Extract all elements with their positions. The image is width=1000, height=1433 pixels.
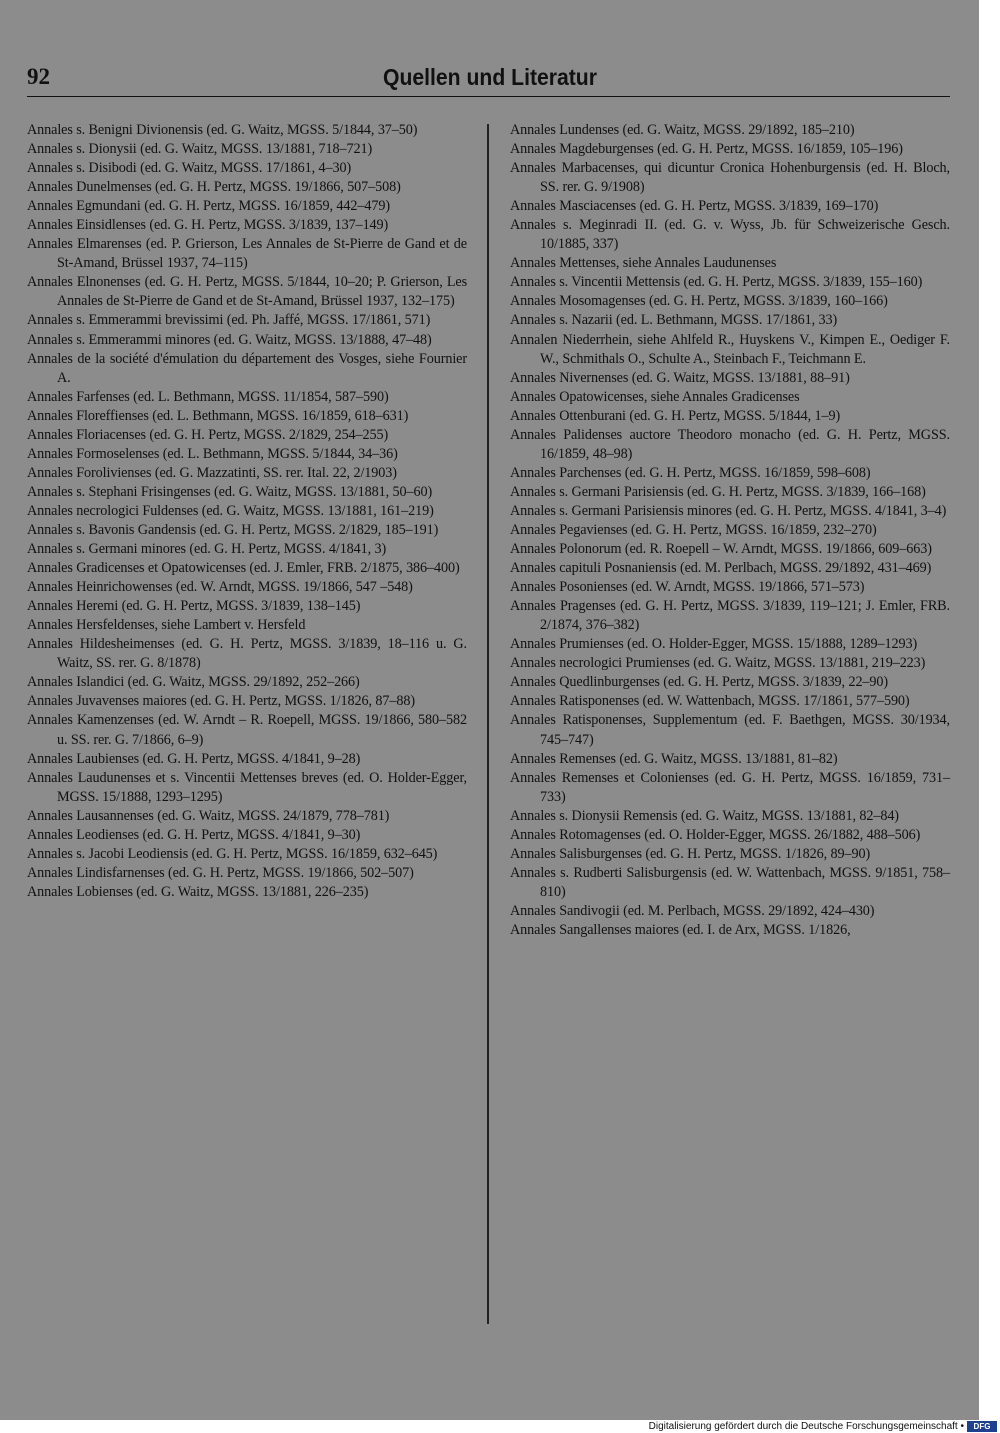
bibliography-entry: Annales Mosomagenses (ed. G. H. Pertz, MGSS. 3/1839, 160–166) bbox=[510, 293, 888, 310]
bibliography-entry: Annales Floriacenses (ed. G. H. Pertz, MGSS. 2/1829, 254–255) bbox=[27, 426, 389, 443]
bibliography-entry: Annales s. Dionysii (ed. G. Waitz, MGSS. 13/1881, 718–721) bbox=[27, 141, 373, 158]
bibliography-entry: Annales Lundenses (ed. G. Waitz, MGSS. 29/1892, 185–210) bbox=[510, 122, 855, 138]
bibliography-entry: Annales Parchenses (ed. G. H. Pertz, MGSS. 16/1859, 598–608) bbox=[510, 464, 871, 481]
bibliography-entry: Annales Quedlinburgenses (ed. G. H. Pertz, MGSS. 3/1839, 22–90) bbox=[510, 674, 889, 691]
bibliography-entry: Annales Farfenses (ed. L. Bethmann, MGSS. 11/1854, 587–590) bbox=[27, 388, 389, 405]
bibliography-entry: Annales Floreffienses (ed. L. Bethmann, MGSS. 16/1859, 618–631) bbox=[27, 407, 409, 424]
bibliography-entry: Annales s. Bavonis Gandensis (ed. G. H. Pertz, MGSS. 2/1829, 185–191) bbox=[27, 521, 439, 538]
bibliography-entry: Annales Ratisponenses, Supplementum (ed. F. Baethgen, MGSS. 30/1934, 745–747) bbox=[510, 712, 950, 748]
bibliography-entry: Annales Prumienses (ed. O. Holder-Egger, MGSS. 15/1888, 1289–1293) bbox=[510, 636, 918, 653]
bibliography-entry: Annales Heremi (ed. G. H. Pertz, MGSS. 3/1839, 138–145) bbox=[27, 598, 361, 615]
bibliography-entry: Annales de la société d'émulation du département des Vosges, siehe Fournier A. bbox=[27, 350, 467, 386]
bibliography-entry: Annales Dunelmenses (ed. G. H. Pertz, MGSS. 19/1866, 507–508) bbox=[27, 179, 401, 196]
bibliography-entry: Annales Hildesheimenses (ed. G. H. Pertz, MGSS. 3/1839, 18–116 u. G. Waitz, SS. rer. G. 8/1878) bbox=[27, 636, 467, 672]
bibliography-entry: Annales s. Emmerammi brevissimi (ed. Ph. Jaffé, MGSS. 17/1861, 571) bbox=[27, 312, 431, 329]
bibliography-entry: Annales Masciacenses (ed. G. H. Pertz, MGSS. 3/1839, 169–170) bbox=[510, 198, 879, 215]
page-number: 92 bbox=[27, 64, 50, 89]
bibliography-entry: Annalen Niederrhein, siehe Ahlfeld R., Huyskens V., Kimpen E., Oediger F. W., Schmithals O., Schulte A., Steinbach F., Teichmann E. bbox=[510, 331, 950, 367]
bibliography-entry: Annales Ottenburani (ed. G. H. Pertz, MGSS. 5/1844, 1–9) bbox=[510, 407, 841, 424]
bibliography-entry: Annales s. Dionysii Remensis (ed. G. Waitz, MGSS. 13/1881, 82–84) bbox=[510, 807, 899, 824]
bibliography-entry: Annales Juvavenses maiores (ed. G. H. Pertz, MGSS. 1/1826, 87–88) bbox=[27, 693, 415, 710]
bibliography-entry: Annales Hersfeldenses, siehe Lambert v. Hersfeld bbox=[27, 617, 306, 634]
bibliography-entry: Annales s. Rudberti Salisburgensis (ed. W. Wattenbach, MGSS. 9/1851, 758–810) bbox=[510, 864, 950, 900]
bibliography-entry: Annales Formoselenses (ed. L. Bethmann, MGSS. 5/1844, 34–36) bbox=[27, 445, 398, 462]
bibliography-entry: Annales capituli Posnaniensis (ed. M. Perlbach, MGSS. 29/1892, 431–469) bbox=[510, 560, 932, 577]
bibliography-entry: Annales s. Nazarii (ed. L. Bethmann, MGSS. 17/1861, 33) bbox=[510, 312, 838, 329]
footer-credit: Digitalisierung gefördert durch die Deutsche Forschungsgemeinschaft • bbox=[648, 1421, 964, 1432]
bibliography-entry: Annales Egmundani (ed. G. H. Pertz, MGSS. 16/1859, 442–479) bbox=[27, 198, 390, 215]
bibliography-entry: Annales Kamenzenses (ed. W. Arndt – R. Roepell, MGSS. 19/1866, 580–582 u. SS. rer. G. 7/1866, 6–9) bbox=[27, 712, 467, 748]
running-title: Quellen und Literatur bbox=[383, 64, 597, 90]
bibliography-entry: Annales Forolivienses (ed. G. Mazzatinti, SS. rer. Ital. 22, 2/1903) bbox=[27, 464, 397, 481]
bibliography-entry: Annales Gradicenses et Opatowicenses (ed. J. Emler, FRB. 2/1875, 386–400) bbox=[27, 560, 460, 577]
bibliography-entry: Annales s. Meginradi II. (ed. G. v. Wyss, Jb. für Schweizerische Gesch. 10/1885, 337) bbox=[510, 217, 950, 253]
bibliography-entry: Annales Islandici (ed. G. Waitz, MGSS. 29/1892, 252–266) bbox=[27, 674, 360, 691]
bibliography-entry: Annales Laubienses (ed. G. H. Pertz, MGSS. 4/1841, 9–28) bbox=[27, 750, 361, 767]
bibliography-entry: Annales Mettenses, siehe Annales Laudunenses bbox=[510, 255, 777, 272]
bibliography-entry: Annales Salisburgenses (ed. G. H. Pertz, MGSS. 1/1826, 89–90) bbox=[510, 845, 871, 862]
bibliography-entry: Annales s. Germani Parisiensis minores (ed. G. H. Pertz, MGSS. 4/1841, 3–4) bbox=[510, 502, 947, 519]
bibliography-entry: Annales Remenses et Colonienses (ed. G. H. Pertz, MGSS. 16/1859, 731–733) bbox=[510, 769, 950, 805]
bibliography-entry: Annales Pragenses (ed. G. H. Pertz, MGSS. 3/1839, 119–121; J. Emler, FRB. 2/1874, 376–382) bbox=[510, 598, 950, 634]
bibliography-entry: Annales Einsidlenses (ed. G. H. Pertz, MGSS. 3/1839, 137–149) bbox=[27, 217, 389, 234]
bibliography-entry: Annales Posonienses (ed. W. Arndt, MGSS. 19/1866, 571–573) bbox=[510, 579, 865, 596]
bibliography-entry: Annales Remenses (ed. G. Waitz, MGSS. 13/1881, 81–82) bbox=[510, 750, 838, 767]
bibliography-entry: Annales necrologici Fuldenses (ed. G. Waitz, MGSS. 13/1881, 161–219) bbox=[27, 502, 434, 519]
bibliography-entry: Annales Lindisfarnenses (ed. G. H. Pertz, MGSS. 19/1866, 502–507) bbox=[27, 864, 414, 881]
bibliography-entry: Annales Ratisponenses (ed. W. Wattenbach, MGSS. 17/1861, 577–590) bbox=[510, 693, 910, 710]
bibliography-entry: Annales Sandivogii (ed. M. Perlbach, MGSS. 29/1892, 424–430) bbox=[510, 902, 875, 919]
bibliography-entry: Annales Elnonenses (ed. G. H. Pertz, MGSS. 5/1844, 10–20; P. Grierson, Les Annales de St-Pierre de Gand et de St-Amand, Brüssel 1937, 132–175) bbox=[27, 274, 467, 310]
bibliography-entry: Annales Lobienses (ed. G. Waitz, MGSS. 13/1881, 226–235) bbox=[27, 883, 369, 900]
bibliography-entry: Annales Pegavienses (ed. G. H. Pertz, MGSS. 16/1859, 232–270) bbox=[510, 521, 877, 538]
bibliography-entry: Annales Leodienses (ed. G. H. Pertz, MGSS. 4/1841, 9–30) bbox=[27, 826, 361, 843]
bibliography-entry: Annales Polonorum (ed. R. Roepell – W. Arndt, MGSS. 19/1866, 609–663) bbox=[510, 541, 932, 558]
bibliography-entry: Annales Marbacenses, qui dicuntur Cronica Hohenburgensis (ed. H. Bloch, SS. rer. G. 9/1908) bbox=[510, 160, 950, 196]
bibliography-entry: Annales s. Vincentii Mettensis (ed. G. H. Pertz, MGSS. 3/1839, 155–160) bbox=[510, 274, 923, 291]
bibliography-entry: Annales s. Jacobi Leodiensis (ed. G. H. Pertz, MGSS. 16/1859, 632–645) bbox=[27, 845, 438, 862]
bibliography-entry: Annales s. Germani Parisiensis (ed. G. H. Pertz, MGSS. 3/1839, 166–168) bbox=[510, 483, 926, 500]
bibliography-entry: Annales necrologici Prumienses (ed. G. Waitz, MGSS. 13/1881, 219–223) bbox=[510, 655, 926, 672]
bibliography-entry: Annales s. Stephani Frisingenses (ed. G. Waitz, MGSS. 13/1881, 50–60) bbox=[27, 483, 433, 500]
bibliography-entry: Annales Sangallenses maiores (ed. I. de Arx, MGSS. 1/1826, bbox=[510, 921, 851, 938]
right-column bbox=[510, 121, 950, 940]
bibliography-entry: Annales Heinrichowenses (ed. W. Arndt, MGSS. 19/1866, 547 –548) bbox=[27, 579, 413, 596]
left-column bbox=[27, 121, 467, 902]
bibliography-entry: Annales Nivernenses (ed. G. Waitz, MGSS. 13/1881, 88–91) bbox=[510, 369, 850, 386]
page-header bbox=[27, 64, 950, 97]
bibliography-entry: Annales Rotomagenses (ed. O. Holder-Egger, MGSS. 26/1882, 488–506) bbox=[510, 826, 921, 843]
footer bbox=[0, 1420, 1000, 1433]
bibliography-entry: Annales Palidenses auctore Theodoro monacho (ed. G. H. Pertz, MGSS. 16/1859, 48–98) bbox=[510, 426, 950, 462]
bibliography-entry: Annales Elmarenses (ed. P. Grierson, Les Annales de St-Pierre de Gand et de St-Amand, Brüssel 1937, 74–115) bbox=[27, 236, 467, 272]
bibliography-entry: Annales Laudunenses et s. Vincentii Mettenses breves (ed. O. Holder-Egger, MGSS. 15/1888, 1293–1295) bbox=[27, 769, 467, 805]
bibliography-entry: Annales s. Germani minores (ed. G. H. Pertz, MGSS. 4/1841, 3) bbox=[27, 541, 387, 558]
bibliography-entry: Annales s. Benigni Divionensis (ed. G. Waitz, MGSS. 5/1844, 37–50) bbox=[27, 122, 418, 138]
bibliography-entry: Annales s. Disibodi (ed. G. Waitz, MGSS. 17/1861, 4–30) bbox=[27, 160, 352, 177]
bibliography-entry: Annales Magdeburgenses (ed. G. H. Pertz, MGSS. 16/1859, 105–196) bbox=[510, 141, 903, 158]
bibliography-entry: Annales Lausannenses (ed. G. Waitz, MGSS. 24/1879, 778–781) bbox=[27, 807, 390, 824]
bibliography-entry: Annales Opatowicenses, siehe Annales Gradicenses bbox=[510, 388, 800, 405]
dfg-logo: DFG bbox=[967, 1421, 997, 1432]
bibliography-entry: Annales s. Emmerammi minores (ed. G. Waitz, MGSS. 13/1888, 47–48) bbox=[27, 331, 432, 348]
column-divider bbox=[487, 124, 489, 1324]
